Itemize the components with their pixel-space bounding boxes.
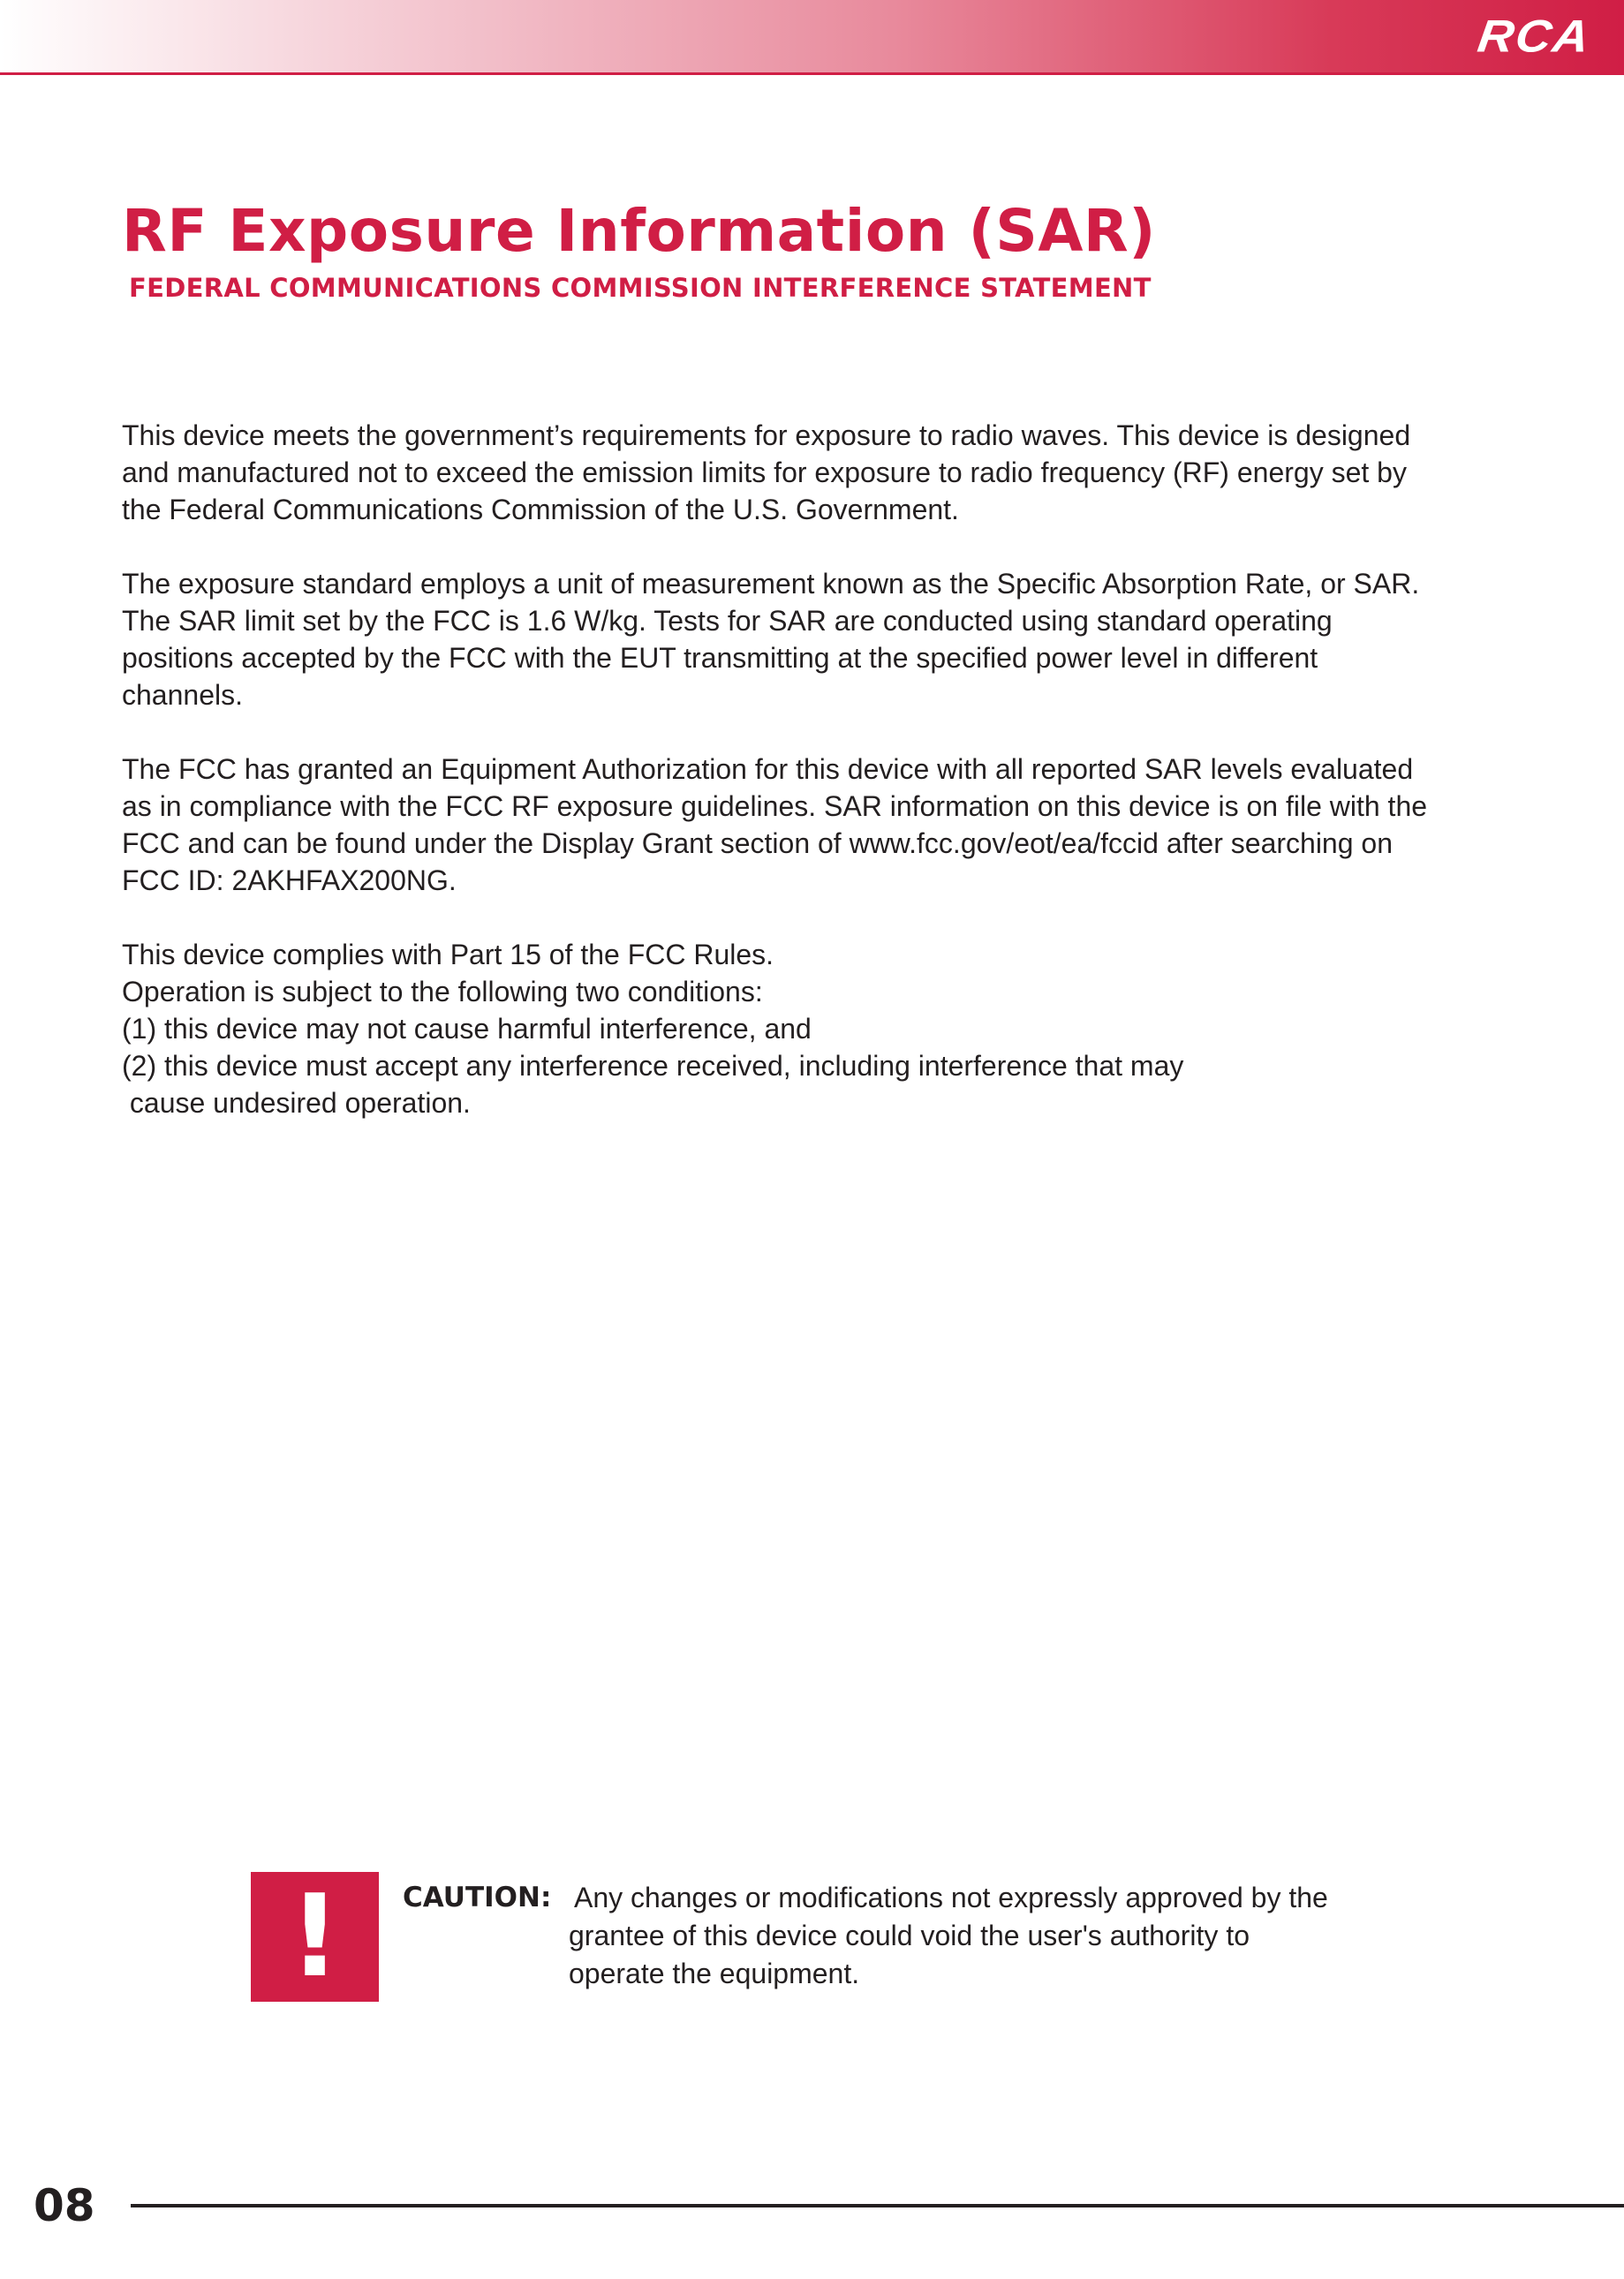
paragraph-line: the Federal Communications Commission of the U.S. Government. <box>122 494 959 525</box>
page-title: RF Exposure Information (SAR) <box>122 197 1156 265</box>
header-bar <box>0 0 1624 75</box>
paragraph-line: as in compliance with the FCC RF exposure guidelines. SAR information on this device is on file with the <box>122 790 1428 822</box>
caution-line: Any changes or modifications not expressly approved by the <box>574 1882 1328 1913</box>
caution-line: operate the equipment. <box>569 1958 860 1989</box>
paragraph-line: This device meets the government’s requirements for exposure to radio waves. This device is designed <box>122 419 1411 451</box>
page-subtitle: FEDERAL COMMUNICATIONS COMMISSION INTERFERENCE STATEMENT <box>129 273 1152 303</box>
caution-label: CAUTION: <box>403 1882 552 1913</box>
paragraph-line: The SAR limit set by the FCC is 1.6 W/kg. Tests for SAR are conducted using standard operating <box>122 605 1333 637</box>
paragraph-line: channels. <box>122 679 243 711</box>
paragraph-line: The exposure standard employs a unit of measurement known as the Specific Absorption Rate, or SAR. <box>122 568 1420 600</box>
footer-rule <box>131 2204 1624 2207</box>
caution-line: grantee of this device could void the user's authority to <box>569 1920 1250 1951</box>
caution-text <box>569 1879 1328 1993</box>
page-number: 08 <box>34 2180 95 2231</box>
paragraph-part-15 <box>122 936 1499 1121</box>
paragraph-sar-standard <box>122 565 1499 713</box>
paragraph-line: FCC and can be found under the Display Grant section of www.fcc.gov/eot/ea/fccid after searching on <box>122 827 1393 859</box>
paragraph-line: and manufactured not to exceed the emission limits for exposure to radio frequency (RF) energy set by <box>122 457 1407 488</box>
paragraph-line: This device complies with Part 15 of the FCC Rules. <box>122 939 774 970</box>
paragraph-line: positions accepted by the FCC with the EUT transmitting at the specified power level in different <box>122 642 1318 674</box>
body-text <box>122 417 1499 1158</box>
caution-box <box>251 1872 379 2002</box>
paragraph-line: Operation is subject to the following two conditions: <box>122 976 763 1007</box>
exclamation-icon: ! <box>289 1870 341 2003</box>
paragraph-line: (1) this device may not cause harmful interference, and <box>122 1013 812 1045</box>
paragraph-line: (2) this device must accept any interference received, including interference that may <box>122 1050 1184 1082</box>
rca-logo: RCA <box>1474 10 1595 62</box>
paragraph-line: The FCC has granted an Equipment Authorization for this device with all reported SAR levels evaluated <box>122 753 1414 785</box>
paragraph-rf-requirements <box>122 417 1499 528</box>
paragraph-line: cause undesired operation. <box>122 1087 471 1119</box>
paragraph-equipment-authorization <box>122 751 1499 899</box>
paragraph-line: FCC ID: 2AKHFAX200NG. <box>122 864 457 896</box>
